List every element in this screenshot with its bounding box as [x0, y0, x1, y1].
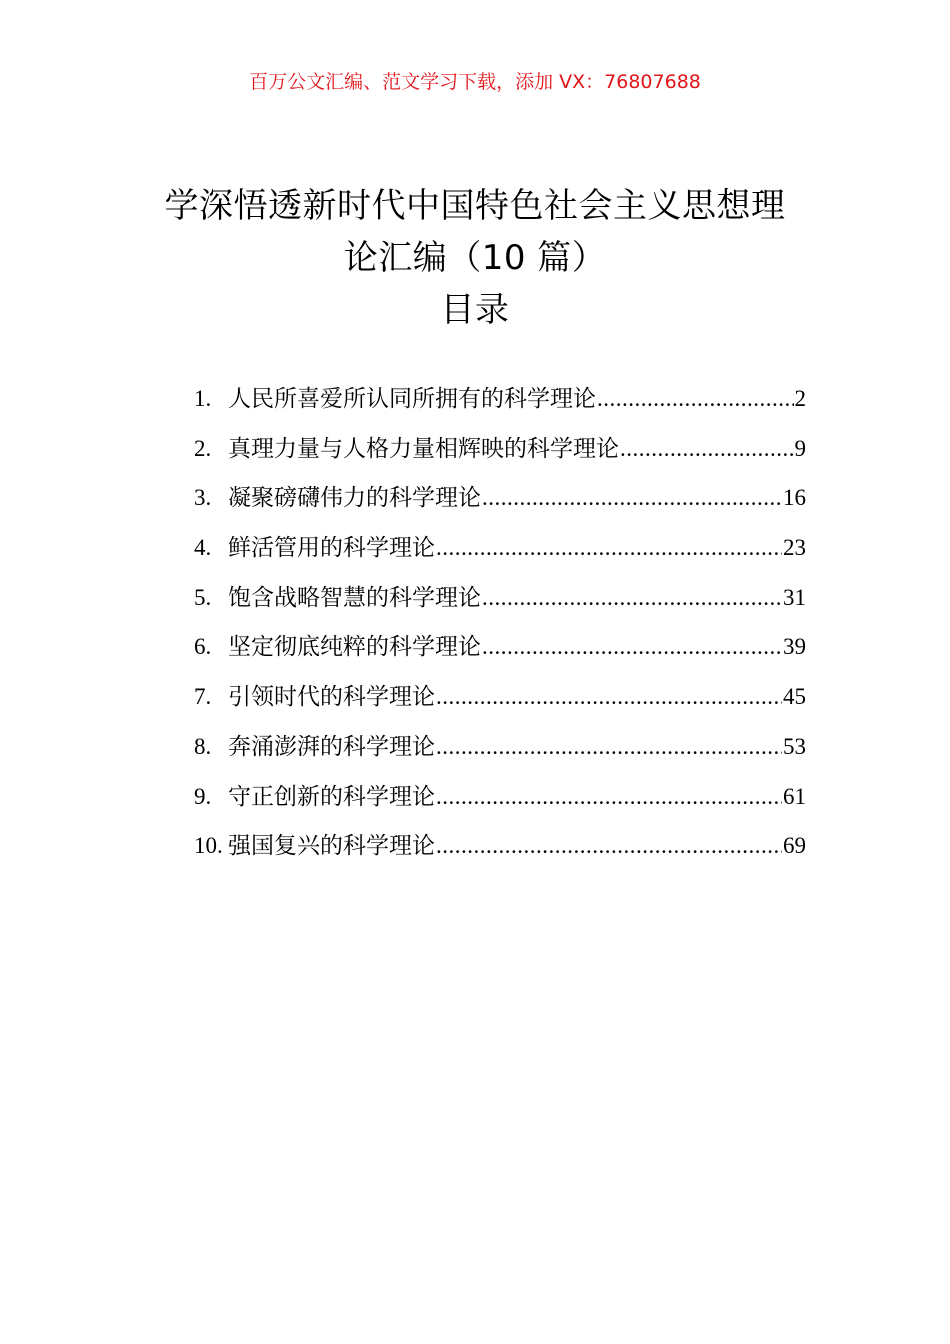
toc-entry-number: 1. [194, 386, 212, 411]
toc-entry-title: 守正创新的科学理论 [228, 783, 435, 810]
toc-entry[interactable] [194, 430, 806, 480]
toc-entry-page: 39 [783, 634, 806, 660]
toc-entry-page: 23 [783, 535, 806, 561]
toc-entry-page: 69 [783, 833, 806, 859]
toc-leader-dots [482, 585, 782, 611]
toc-entry-number: 5. [194, 584, 212, 610]
toc-entry-title: 坚定彻底纯粹的科学理论 [228, 634, 481, 661]
toc-entry-page: 16 [783, 485, 806, 511]
toc-leader-dots [597, 386, 794, 412]
toc-leader-dots [436, 734, 782, 760]
toc-entry-title: 真理力量与人格力量相辉映的科学理论 [228, 435, 619, 462]
toc-entry[interactable] [194, 628, 806, 678]
toc-entry-title: 引领时代的科学理论 [228, 684, 435, 711]
toc-entry-number: 4. [194, 535, 212, 561]
toc-entry[interactable] [194, 678, 806, 728]
toc-entry-number: 8. [194, 733, 212, 759]
toc-entry-page: 61 [783, 783, 806, 809]
toc-entry-number: 7. [194, 684, 212, 710]
document-title-block [140, 180, 810, 336]
toc-entry[interactable] [194, 778, 806, 828]
toc-entry-page: 31 [783, 584, 806, 610]
toc-leader-dots [436, 784, 782, 810]
toc-leader-dots [482, 634, 782, 660]
toc-leader-dots [436, 684, 782, 710]
toc-entry[interactable] [194, 827, 806, 877]
toc-heading: 目录 [440, 290, 510, 330]
toc-entry[interactable] [194, 479, 806, 529]
toc-entry-number: 9. [194, 783, 212, 809]
toc-leader-dots [436, 833, 782, 859]
toc-entry[interactable] [194, 529, 806, 579]
toc-entry-page: 53 [783, 733, 806, 759]
toc-entry[interactable] [194, 579, 806, 629]
toc-entry[interactable] [194, 728, 806, 778]
toc-entry-title: 凝聚磅礴伟力的科学理论 [228, 485, 481, 512]
toc-leader-dots [482, 485, 782, 511]
toc-entry-number: 10. [194, 833, 223, 859]
toc-entry-page: 45 [783, 684, 806, 710]
toc-leader-dots [436, 535, 782, 561]
toc-entry-page: 9 [794, 435, 806, 461]
toc-entry[interactable] [194, 380, 806, 430]
toc-entry-title: 强国复兴的科学理论 [228, 833, 435, 860]
document-title-line-2: 论汇编（10 篇） [343, 238, 607, 278]
toc-entry-title: 饱含战略智慧的科学理论 [228, 584, 481, 611]
promo-header-note: 百万公文汇编、范文学习下载，添加 VX：76807688 [249, 71, 701, 93]
toc-entry-number: 3. [194, 485, 212, 511]
toc-entry-number: 6. [194, 634, 212, 660]
toc-entry-title: 鲜活管用的科学理论 [228, 535, 435, 562]
document-title-line-1: 学深悟透新时代中国特色社会主义思想理 [164, 186, 786, 226]
table-of-contents [194, 380, 806, 877]
toc-entry-title: 人民所喜爱所认同所拥有的科学理论 [228, 386, 596, 412]
toc-entry-title: 奔涌澎湃的科学理论 [228, 733, 435, 760]
toc-entry-page: 2 [794, 386, 806, 411]
toc-leader-dots [620, 436, 794, 462]
toc-entry-number: 2. [194, 435, 212, 461]
